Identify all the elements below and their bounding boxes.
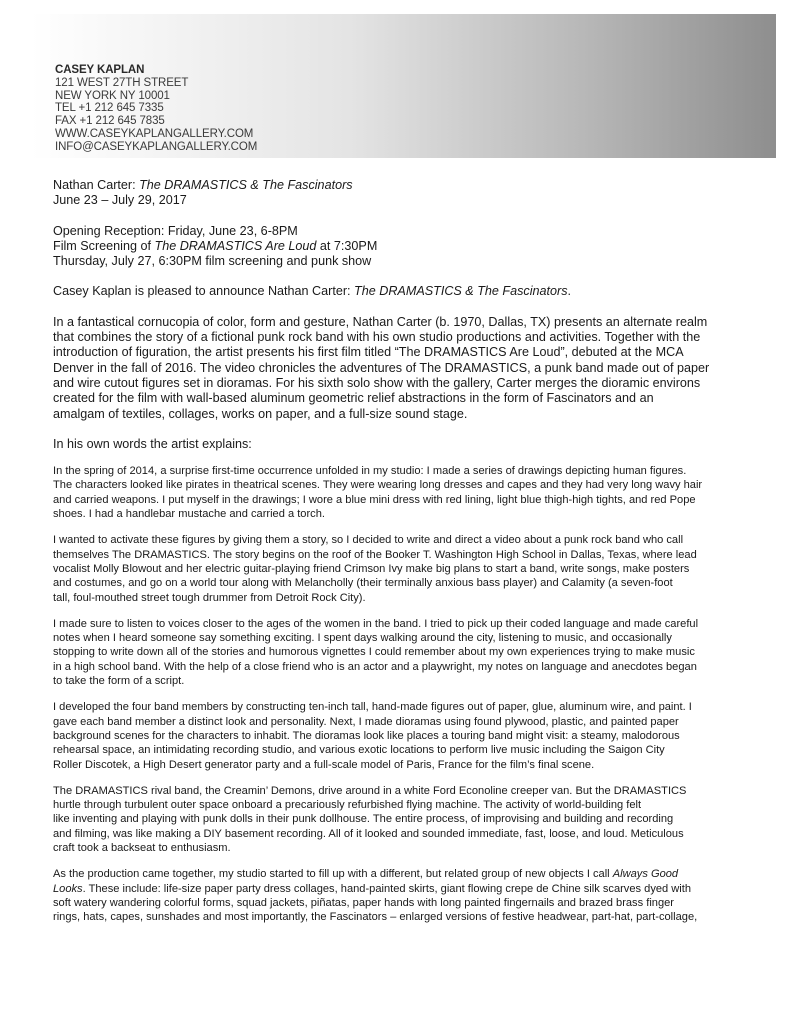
artist-name: Nathan Carter: bbox=[53, 178, 140, 192]
film-screening: Film Screening of The DRAMASTICS Are Loud at 7:30PM bbox=[53, 238, 378, 253]
letterhead-banner bbox=[0, 14, 776, 158]
telephone: TEL +1 212 645 7335 bbox=[55, 102, 164, 115]
gallery-address-block bbox=[55, 64, 257, 154]
punk-show: Thursday, July 27, 6:30PM film screening and punk show bbox=[53, 254, 372, 269]
email: INFO@CASEYKAPLANGALLERY.COM bbox=[55, 140, 258, 153]
quote-paragraph-2: I wanted to activate these figures by giving them a story, so I decided to write and direct a video about a punk rock band who call themselves The DRAMASTICS. The story begins on the roof of the Booker T. Washington High School in Dallas, Texas, where lead vocalist Molly Blowout and her electric guitar-playing friend Crimson Ivy make big plans to start a band, write songs, make posters and costumes, and go on a world tour along with Melancholly (their terminally anxious bass player) and Calamity (a seven-foot tall, foul-mouthed street tough drummer from Detroit Rock City). bbox=[53, 534, 697, 604]
quote-paragraph-5: The DRAMASTICS rival band, the Creamin’ Demons, drive around in a white Ford Econoline creeper van. But the DRAMASTICS hurtle through turbulent outer space onboard a precariously refurbished flying machine. The activity of world-building felt like inventing and playing with punk dolls in their punk dollhouse. The entire process, of improvising and building and recording and filming, was like making a DIY basement recording. All of it looked and sounded immediate, fast, loose, and loud. Meticulous craft took a backseat to enthusiasm. bbox=[53, 784, 687, 854]
announcement: Casey Kaplan is pleased to announce Nathan Carter: The DRAMASTICS & The Fascinators. bbox=[53, 284, 572, 299]
press-release-body bbox=[53, 178, 763, 924]
explains-line: In his own words the artist explains: bbox=[53, 436, 252, 451]
address-line-2: NEW YORK NY 10001 bbox=[55, 89, 170, 102]
exhibition-dates: June 23 – July 29, 2017 bbox=[53, 193, 187, 208]
quote-paragraph-3: I made sure to listen to voices closer to the ages of the women in the band. I tried to pick up their coded language and made careful notes when I heard someone say something exciting. I spent days walking around the city, listening to music, and occasionally stopping to write down all of the stories and humorous vignettes I could remember about my own experiences trying to make music in a high school band. With the help of a close friend who is an actor and a playwright, my notes on language and anecdotes began to take the form of a script. bbox=[53, 617, 699, 688]
quote-paragraph-6: As the production came together, my studio started to fill up with a different, but related group of new objects I call Always Good Looks. These include: life-size paper party dress collages, hand-painted skirts, giant flowing crepe de Chine silk scarves dyed with soft watery wandering colorful forms, squad jackets, piñatas, paper hands with long painted fingernails and brazed brass finger rings, hats, capes, sunshades and most importantly, the Fascinators – enlarged versions of festive headwear, part-hat, part-collage, bbox=[53, 868, 698, 924]
address-line-1: 121 WEST 27TH STREET bbox=[55, 76, 189, 89]
show-title: The DRAMASTICS & The Fascinators bbox=[139, 178, 353, 192]
website: WWW.CASEYKAPLANGALLERY.COM bbox=[55, 127, 254, 140]
fax: FAX +1 212 645 7835 bbox=[55, 115, 165, 128]
series-title: Always Good bbox=[612, 868, 679, 881]
gallery-name: CASEY KAPLAN bbox=[55, 64, 145, 76]
quote-paragraph-1: In the spring of 2014, a surprise first-time occurrence unfolded in my studio: I made a series of drawings depicting human figures. The characters looked like pirates in theatrical scenes. They were wearing long dresses and capes and they had very long wavy hair and carried weapons. I put myself in the drawings; I wore a blue mini dress with red lining, light blue thigh-high tights, and red Pope shoes. I had a handlebar mustache and carried a torch. bbox=[53, 465, 703, 521]
film-title: The DRAMASTICS Are Loud bbox=[154, 238, 317, 253]
opening-reception: Opening Reception: Friday, June 23, 6-8PM bbox=[53, 223, 298, 238]
quote-paragraph-4: I developed the four band members by constructing ten-inch tall, hand-made figures out of paper, glue, aluminum wire, and paint. I gave each band member a distinct look and personality. Next, I made dioramas using found plywood, plastic, and painted paper background scenes for the characters to inhabit. The dioramas look like places a touring band might visit: a steamy, malodorous rehearsal space, an intimidating recording studio, and various exotic locations to perform live music including the Saigon City Roller Discotek, a High Desert generator party and a full-scale model of Paris, France for the film’s final scene. bbox=[53, 701, 692, 771]
intro-paragraph: In a fantastical cornucopia of color, form and gesture, Nathan Carter (b. 1970, Dallas, TX) presents an alternate realm that combines the story of a fictional punk rock band with his own studio productions and activities. Together with the introduction of figuration, the artist presents his first film titled “The DRAMASTICS Are Loud”, debuted at the MCA Denver in the fall of 2016. The video chronicles the adventures of The DRAMASTICS, a punk band made out of paper and wire cutout figures set in dioramas. For his sixth solo show with the gallery, Carter merges the dioramic environs created for the film with wall-based aluminum geometric relief abstractions in the form of Fascinators and an amalgam of textiles, collages, works on paper, and a full-size sound stage. bbox=[53, 314, 710, 421]
exhibition-title bbox=[53, 178, 763, 193]
